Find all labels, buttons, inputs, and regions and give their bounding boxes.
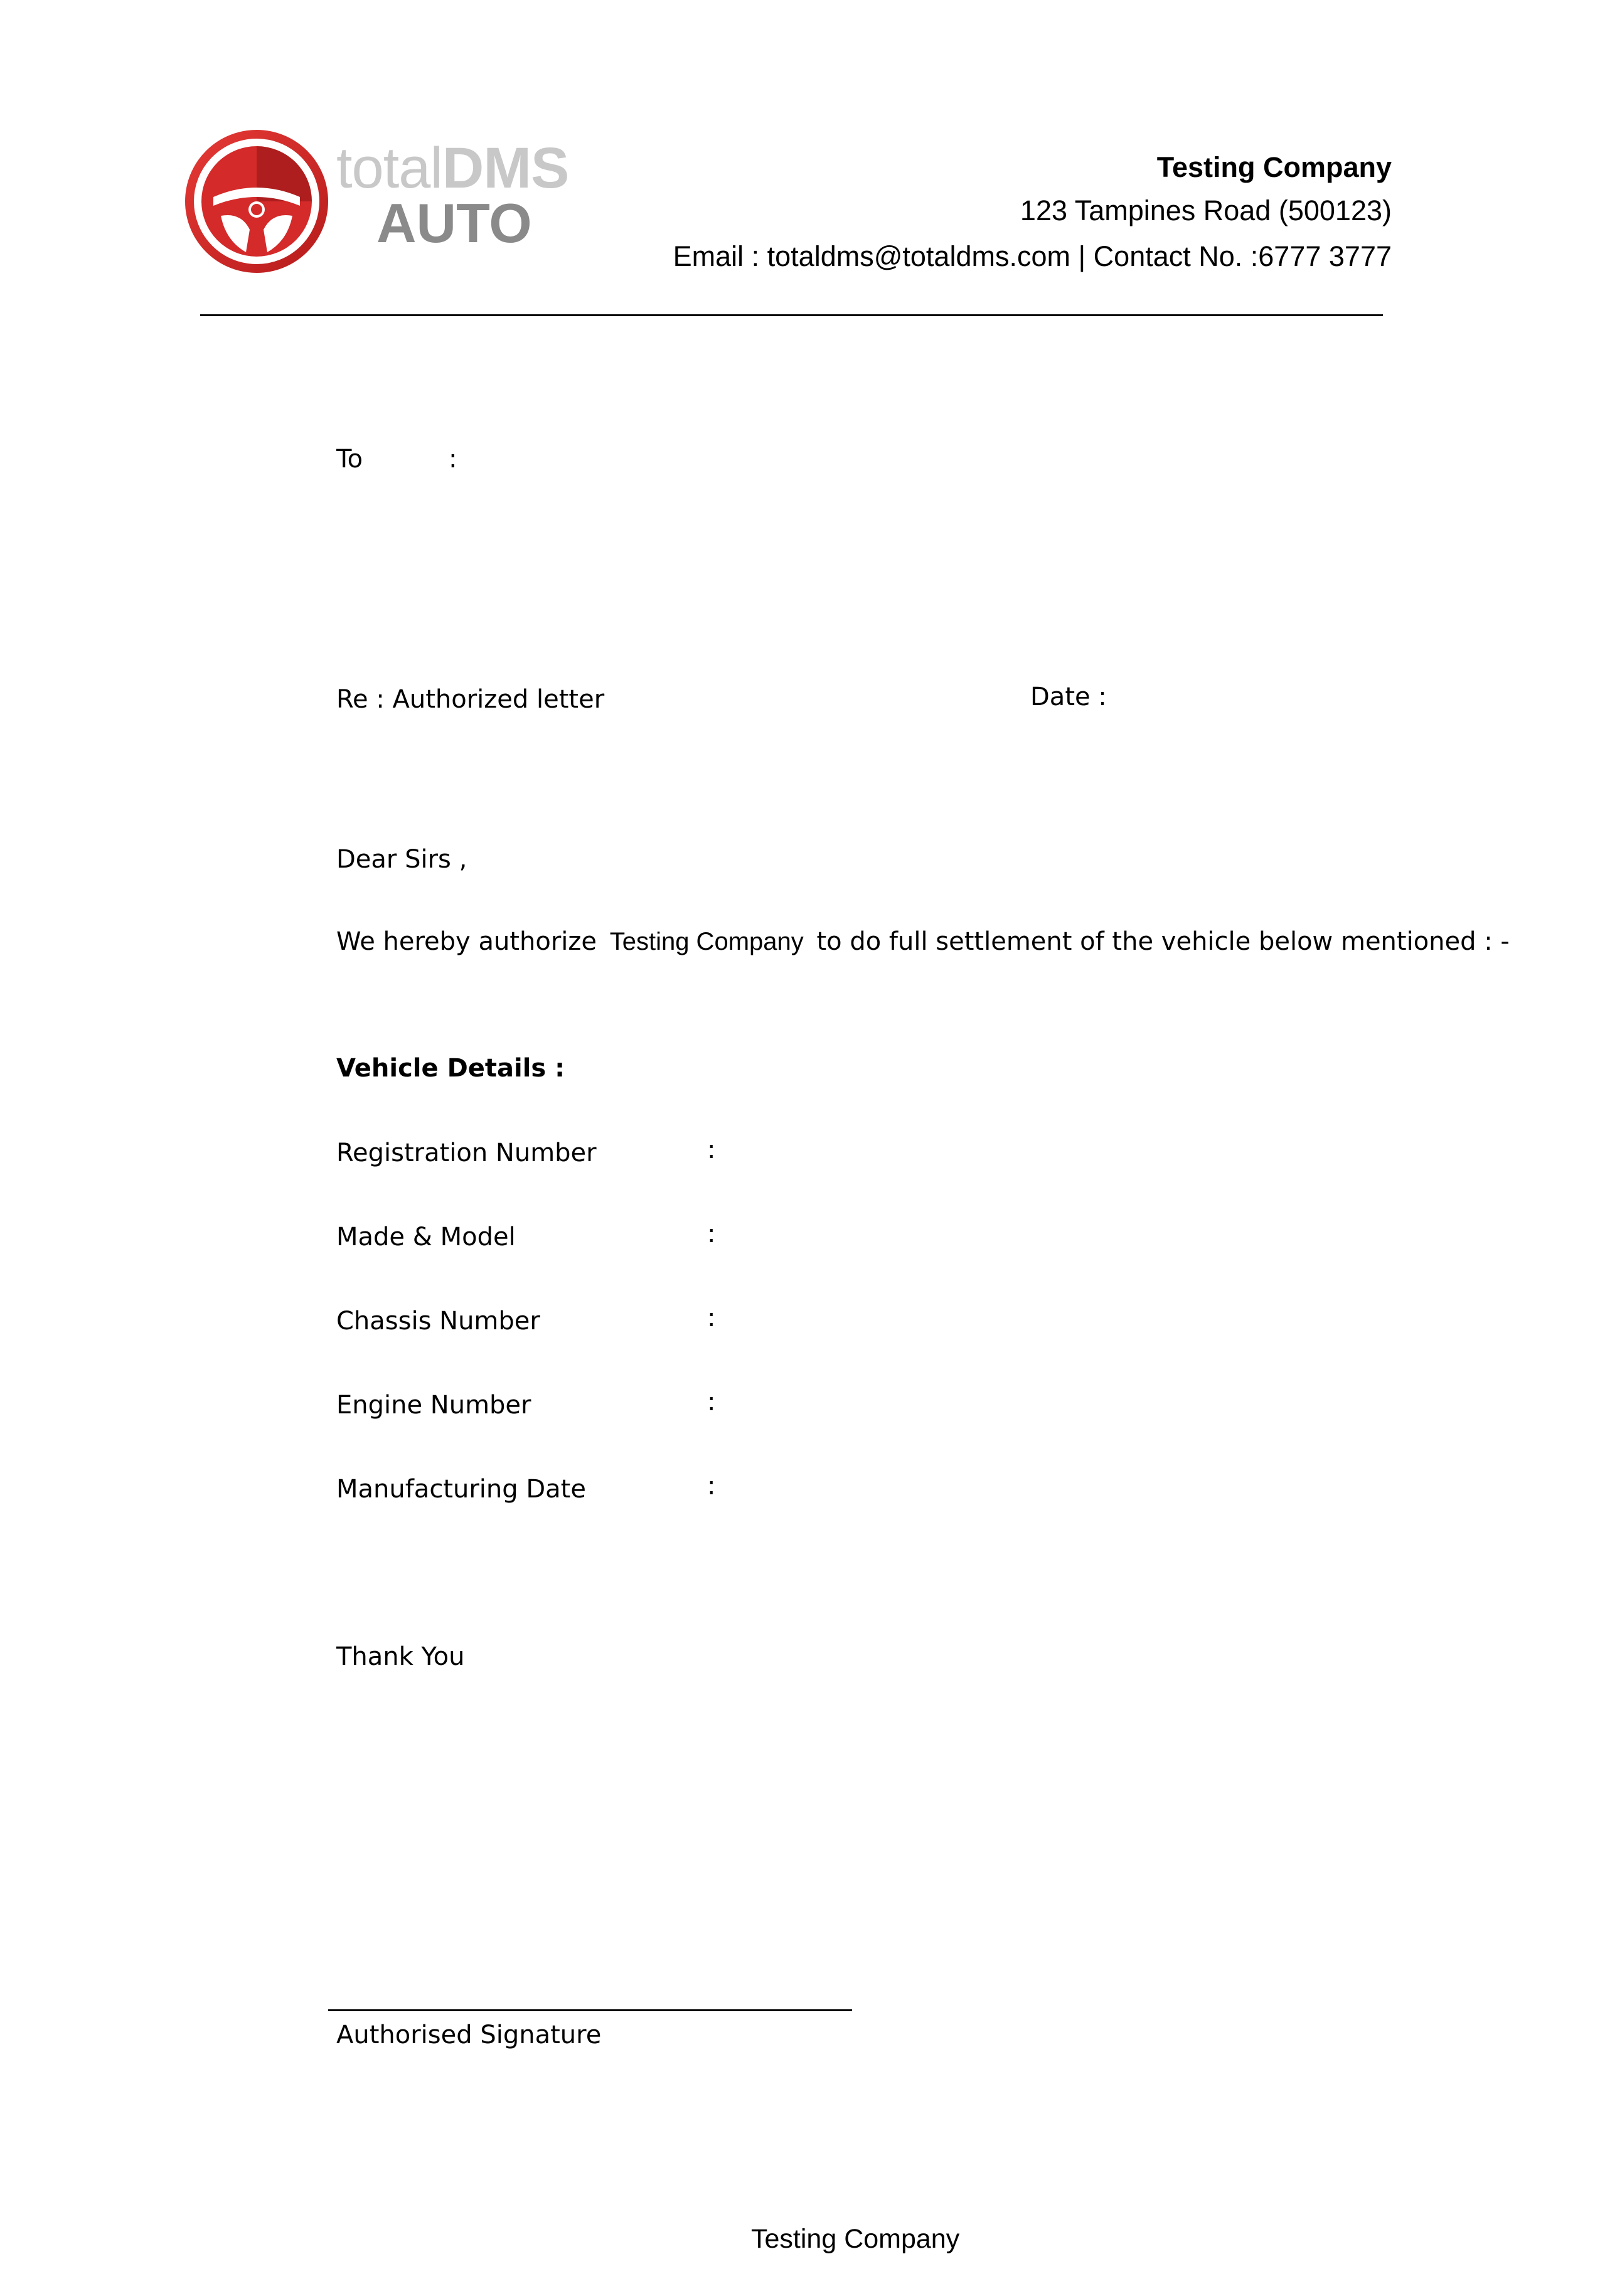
field-colon-manufacturing-date: : — [707, 1472, 716, 1501]
field-colon-registration-number: : — [707, 1135, 716, 1164]
to-label: To — [336, 445, 363, 474]
company-contact: Email : totaldms@totaldms.com | Contact No. :6777 3777 — [673, 240, 1392, 272]
brand-wordmark-auto: AUTO — [376, 192, 532, 254]
field-colon-made-model: : — [707, 1220, 716, 1248]
brand-wordmark-total — [336, 136, 569, 200]
date-label: Date : — [1030, 683, 1107, 711]
company-address: 123 Tampines Road (500123) — [1020, 194, 1392, 226]
header-divider — [200, 314, 1383, 316]
brand-dms-text: DMS — [442, 136, 569, 200]
field-label-chassis-number: Chassis Number — [336, 1307, 540, 1336]
company-name: Testing Company — [1156, 151, 1392, 183]
field-label-manufacturing-date: Manufacturing Date — [336, 1475, 586, 1504]
vehicle-details-heading: Vehicle Details : — [336, 1054, 565, 1083]
field-colon-engine-number: : — [707, 1388, 716, 1416]
re-line: Re : Authorized letter — [336, 685, 605, 714]
authorized-company: Testing Company — [609, 928, 804, 955]
totaldms-steering-wheel-logo-icon — [184, 129, 329, 274]
authorization-suffix: to do full settlement of the vehicle below mentioned : - — [816, 927, 1510, 956]
signature-label: Authorised Signature — [336, 2021, 602, 2049]
signature-line — [328, 2009, 852, 2011]
to-colon: : — [449, 445, 457, 474]
field-label-engine-number: Engine Number — [336, 1391, 531, 1420]
field-colon-chassis-number: : — [707, 1304, 716, 1332]
closing-thank-you: Thank You — [336, 1642, 465, 1671]
field-label-registration-number: Registration Number — [336, 1139, 597, 1167]
brand-total-text: total — [336, 136, 442, 200]
field-label-made-model: Made & Model — [336, 1223, 516, 1252]
salutation: Dear Sirs , — [336, 845, 467, 874]
authorization-sentence — [336, 929, 1510, 954]
authorization-prefix: We hereby authorize — [336, 927, 597, 956]
footer-company-name: Testing Company — [751, 2224, 960, 2254]
